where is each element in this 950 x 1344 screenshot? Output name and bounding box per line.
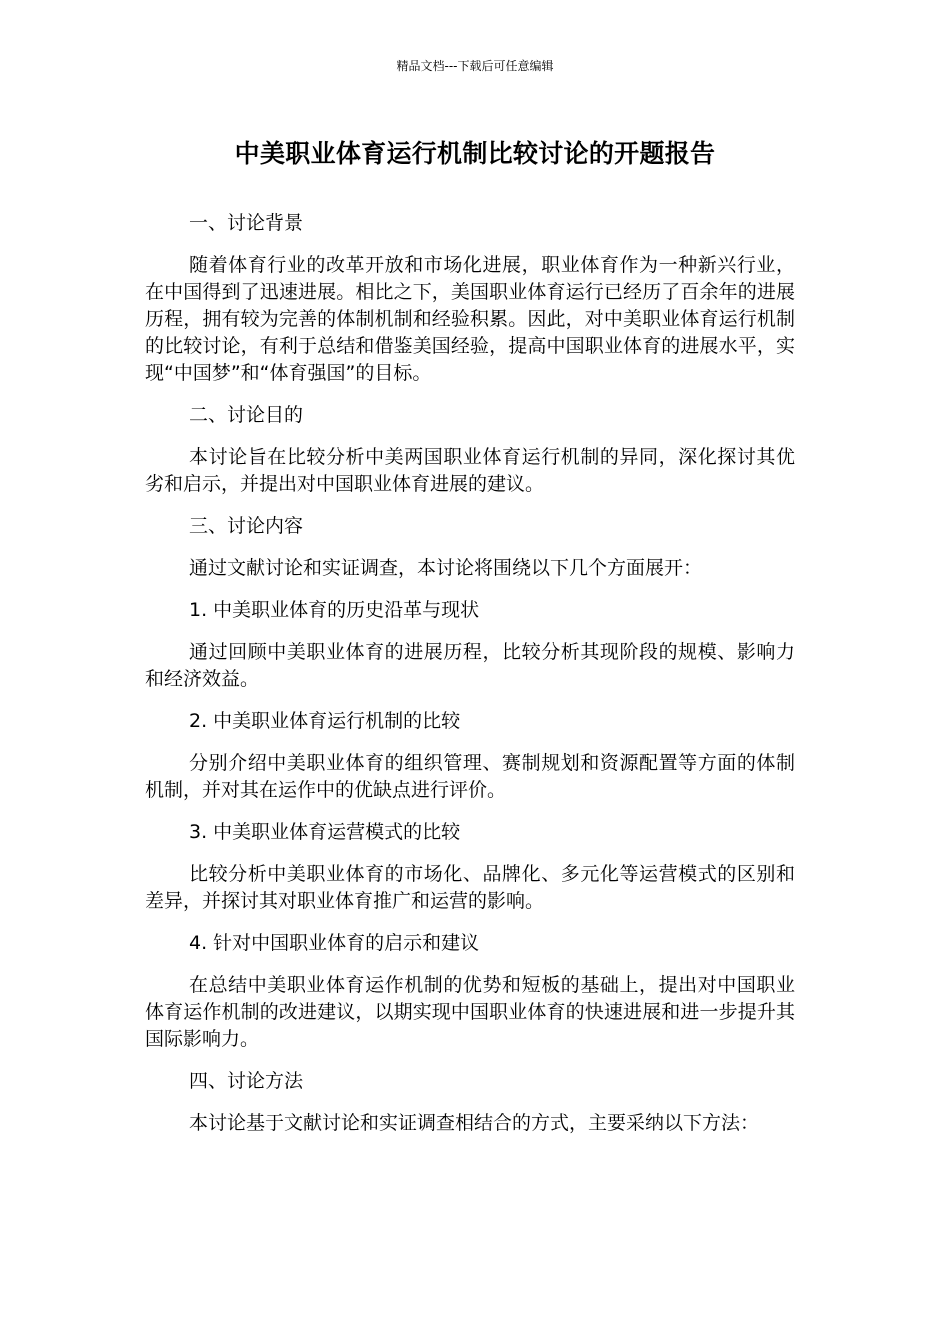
paragraph-mechanism: 分别介绍中美职业体育的组织管理、赛制规划和资源配置等方面的体制机制，并对其在运作中的优缺点进行评价。 (145, 752, 795, 801)
section-heading-purpose: 二、讨论目的 (189, 404, 304, 426)
section-heading-content: 三、讨论内容 (189, 515, 304, 537)
item-heading-operation: 3. 中美职业体育运营模式的比较 (189, 821, 461, 843)
header-note: 精品文档---下载后可任意编辑 (396, 59, 554, 73)
item-heading-suggestions: 4. 针对中国职业体育的启示和建议 (189, 932, 480, 954)
paragraph-background: 随着体育行业的改革开放和市场化进展，职业体育作为一种新兴行业，在中国得到了迅速进展。相比之下，美国职业体育运行已经历了百余年的进展历程，拥有较为完善的体制机制和经验积累。因此，对中美职业体育运行机制的比较讨论，有利于总结和借鉴美国经验，提高中国职业体育的进展水平，实现“中国梦”和“体育强国”的目标。 (145, 254, 795, 384)
paragraph-purpose: 本讨论旨在比较分析中美两国职业体育运行机制的异同，深化探讨其优劣和启示，并提出对中国职业体育进展的建议。 (145, 446, 795, 495)
item-heading-mechanism: 2. 中美职业体育运行机制的比较 (189, 710, 461, 732)
paragraph-methods: 本讨论基于文献讨论和实证调查相结合的方式，主要采纳以下方法： (189, 1112, 760, 1134)
paragraph-content-intro: 通过文献讨论和实证调查，本讨论将围绕以下几个方面展开： (189, 557, 703, 579)
document-title: 中美职业体育运行机制比较讨论的开题报告 (234, 139, 716, 168)
paragraph-history: 通过回顾中美职业体育的进展历程，比较分析其现阶段的规模、影响力和经济效益。 (145, 641, 795, 690)
item-heading-history: 1. 中美职业体育的历史沿革与现状 (189, 599, 480, 621)
document-body (145, 210, 795, 1152)
section-heading-methods: 四、讨论方法 (189, 1070, 304, 1092)
section-heading-background: 一、讨论背景 (189, 212, 304, 234)
paragraph-operation: 比较分析中美职业体育的市场化、品牌化、多元化等运营模式的区别和差异，并探讨其对职业体育推广和运营的影响。 (145, 863, 795, 912)
paragraph-suggestions: 在总结中美职业体育运作机制的优势和短板的基础上，提出对中国职业体育运作机制的改进建议，以期实现中国职业体育的快速进展和进一步提升其国际影响力。 (145, 974, 795, 1050)
